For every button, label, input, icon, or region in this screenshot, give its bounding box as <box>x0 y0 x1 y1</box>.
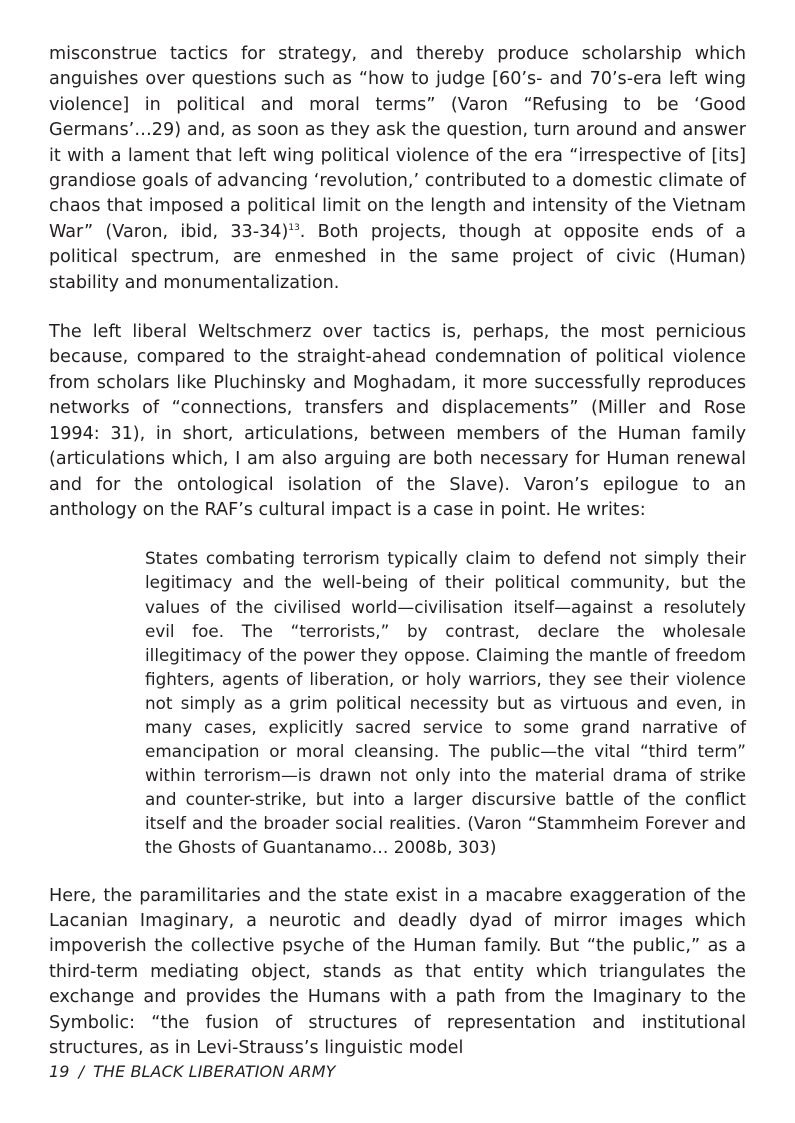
page-number: 19 <box>49 1062 70 1081</box>
page-footer <box>49 1062 336 1081</box>
paragraph-3: Here, the paramilitaries and the state exist in a macabre exaggeration of the Lacanian Imaginary, a neurotic and deadly dyad of mirror images which impoverish the collective psyche of the Human family. But “the public,” as a third-term mediating object, stands as that entity which triangulates the exchange and provides the Humans with a path from the Imaginary to the Symbolic: “the fusion of structures of representation and institutional structures, as in Levi-Strauss’s linguistic model <box>49 885 746 1058</box>
block-quote <box>145 546 746 859</box>
paragraph-2: The left liberal Weltschmerz over tactics is, perhaps, the most pernicious because, compared to the straight-ahead condemnation of political violence from scholars like Pluchinsky and Moghadam, it more successfully reproduces networks of “connections, transfers and displacements” (Miller and Rose 1994: 31), in short, articulations, between members of the Human family (articulations which, I am also arguing are both necessary for Human renewal and for the ontological isolation of the Slave). Varon’s epilogue to an anthology on the RAF’s cultural impact is a case in point. He writes: <box>49 322 746 520</box>
running-title: THE BLACK LIBERATION ARMY <box>93 1062 336 1081</box>
page-body <box>49 42 746 1061</box>
paragraph-1-text: misconstrue tactics for strategy, and thereby produce scholarship which anguishes over questions such as “how to judge [60’s- and 70’s-era left wing violence] in political and moral terms” (Varon “Refusing to be ‘Good Germans’…29) and, as soon as they ask the question, turn around and answer it with a lament that left wing political violence of the era “irrespective of [its] grandiose goals of advancing ‘revolution,’ contributed to a domestic climate of chaos that imposed a political limit on the length and intensity of the Vietnam War” (Varon, ibid, 33-34) <box>49 44 746 242</box>
paragraph-1-tail: . Both projects, though at opposite ends of a political spectrum, are enmeshed in the same project of civic (Human) stability and monumentalization. <box>49 221 746 293</box>
block-quote-text: States combating terrorism typically claim to defend not simply their legitimacy and the well-being of their political community, but the values of the civilised world—civilisation itself—against a resolutely evil foe. The “terrorists,” by contrast, declare the wholesale illegitimacy of the power they oppose. Claiming the mantle of freedom fighters, agents of liberation, or holy warriors, they see their violence not simply as a grim political necessity but as virtuous and even, in many cases, explicitly sacred service to some grand narrative of emancipation or moral cleansing. The public—the vital “third term” within terrorism—is drawn not only into the material drama of strike and counter-strike, but into a larger discursive battle of the conflict itself and the broader social realities. (Varon “Stammheim Forever and the Ghosts of Guantanamo… 2008b, 303) <box>145 548 746 858</box>
paragraph-1 <box>49 42 746 296</box>
footnote-marker[interactable]: 13 <box>288 222 300 233</box>
footer-separator: / <box>78 1062 85 1081</box>
